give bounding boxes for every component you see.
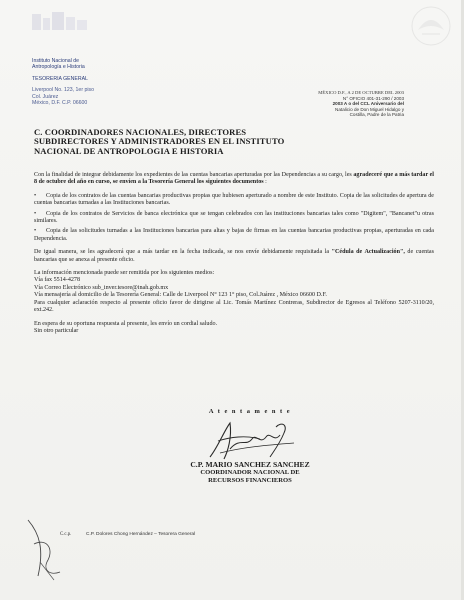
handwritten-signature-icon: [190, 417, 310, 463]
letter-body: [34, 172, 434, 335]
signer-name: C.P. MARIO SANCHEZ SANCHEZ: [190, 460, 310, 470]
signature-block: [150, 408, 350, 485]
address-line: México, D.F. C.P. 06600: [32, 100, 88, 107]
address-line: Liverpool No. 123, 1er piso: [32, 87, 94, 94]
paragraph-text: de cuentas bancarias que se anexa al presente oficio.: [34, 249, 434, 263]
bullet-text: Copia de los contratos de Servicios de banca electrónica que se tengan celebrados con las instituciones bancarias tales como "Digitem", "Bancanet"u otras similares.: [34, 210, 434, 225]
anniversary-legend-3: Costilla, Padre de la Patria: [349, 112, 404, 118]
info-line-contact: Para cualquier aclaración respecto al presente oficio favor de dirigirse al Lic. Tomás Martínez Contreras, Subdirector de Egresos al Teléfono 5207-3110/20, ext.242.: [34, 299, 434, 314]
bullet-text: Copia de las solicitudes turnadas a las Instituciones bancarias para altas y bajas de firmas en las cuentas bancarias productivas propias, aperturadas en cada Dependencia.: [34, 228, 434, 242]
bullet-item: [34, 211, 434, 226]
reference-block: [264, 90, 404, 118]
salutation: A t e n t a m e n t e: [208, 408, 292, 415]
info-line-fax: Vía fax 5514-4278: [34, 277, 81, 284]
bullet-item: [34, 193, 434, 208]
info-line: La información mencionada puede ser remitida por los siguientes medios:: [34, 270, 215, 277]
closing-line: En espera de su oportuna respuesta al presente, les envío un cordial saludo.: [34, 320, 218, 327]
paragraph-text: :: [263, 179, 267, 186]
bullet-marker: •: [34, 192, 37, 199]
paragraph-text: Con la finalidad de integrar debidamente los expedientes de las cuentas bancarias aperturadas por las Dependencias a su cargo, les: [34, 172, 354, 178]
paragraph-cedula: [34, 249, 434, 264]
eagle-seal-watermark-icon: [408, 4, 454, 48]
paragraph-emphasis: agradeceré que a más tardar el 8 de octubre del año en curso, se envíen a la Tesorería General los siguientes documentos: [34, 172, 434, 186]
department-name: TESORERIA GENERAL: [32, 75, 88, 82]
bullet-text: Copia de los contratos de las cuentas bancarias productivas propias que hubiesen aperturado a nombre de este Instituto. Copia de las solicitudes de apertura de cuentas bancarias turnadas a las Instituciones bancarias.: [34, 192, 434, 207]
info-line-email: Vía Correo Electrónico sub_inver.tesore@inah.gob.mx: [34, 284, 169, 291]
initials-scribble-icon: [20, 514, 80, 584]
paragraph-request: [34, 172, 434, 187]
letter-date: MÉXICO D.F., A 2 DE OCTUBRE DEL 2003: [318, 90, 404, 95]
copy-label: C.c.p.: [60, 532, 72, 537]
paragraph-text: De igual manera, se les agradecerá que a más tardar en la fecha indicada, se nos envíe debidamente requisitada la: [34, 249, 332, 256]
bullet-marker: •: [34, 228, 37, 235]
bullet-marker: •: [34, 210, 37, 217]
anniversary-legend: 2003 A o del CCL Aniversario del: [332, 101, 404, 107]
signer-role: COORDINADOR NACIONAL DE: [200, 469, 300, 477]
paragraph-emphasis: "Cédula de Actualización",: [331, 249, 405, 256]
closing-line-2: Sin otro particular: [34, 327, 79, 334]
institution-name-2: Antropología e Historia: [32, 64, 85, 71]
info-line-courier: Vía mensajería al domicilio de la Tesorería General: Calle de Liverpool N° 123 1° piso, Col.Juárez , México 06600 D.F.: [34, 292, 327, 299]
anniversary-legend-2: Natalicio de Don Miguel Hidalgo y: [335, 106, 404, 112]
copy-recipient: C.P. Dolores Chong Hernández – Tesorera General: [86, 532, 196, 537]
inah-logo-icon: [30, 8, 90, 36]
folio-number: N° OFICIO 401-31-290 / 2003: [342, 95, 404, 101]
recipient-heading: C. COORDINADORES NACIONALES, DIRECTORES SUBDIRECTORES Y ADMINISTRADORES EN EL INSTITUTO NACIONAL DE ANTROPOLOGIA E HISTORIA: [34, 127, 285, 156]
address-line: Col. Juárez: [32, 93, 59, 100]
bullet-item: [34, 228, 434, 243]
institution-name-1: Instituto Nacional de: [32, 58, 80, 64]
copy-line: [60, 532, 320, 538]
institution-block: [32, 58, 152, 106]
contact-info: [34, 270, 434, 314]
signer-role-2: RECURSOS FINANCIEROS: [208, 477, 292, 484]
